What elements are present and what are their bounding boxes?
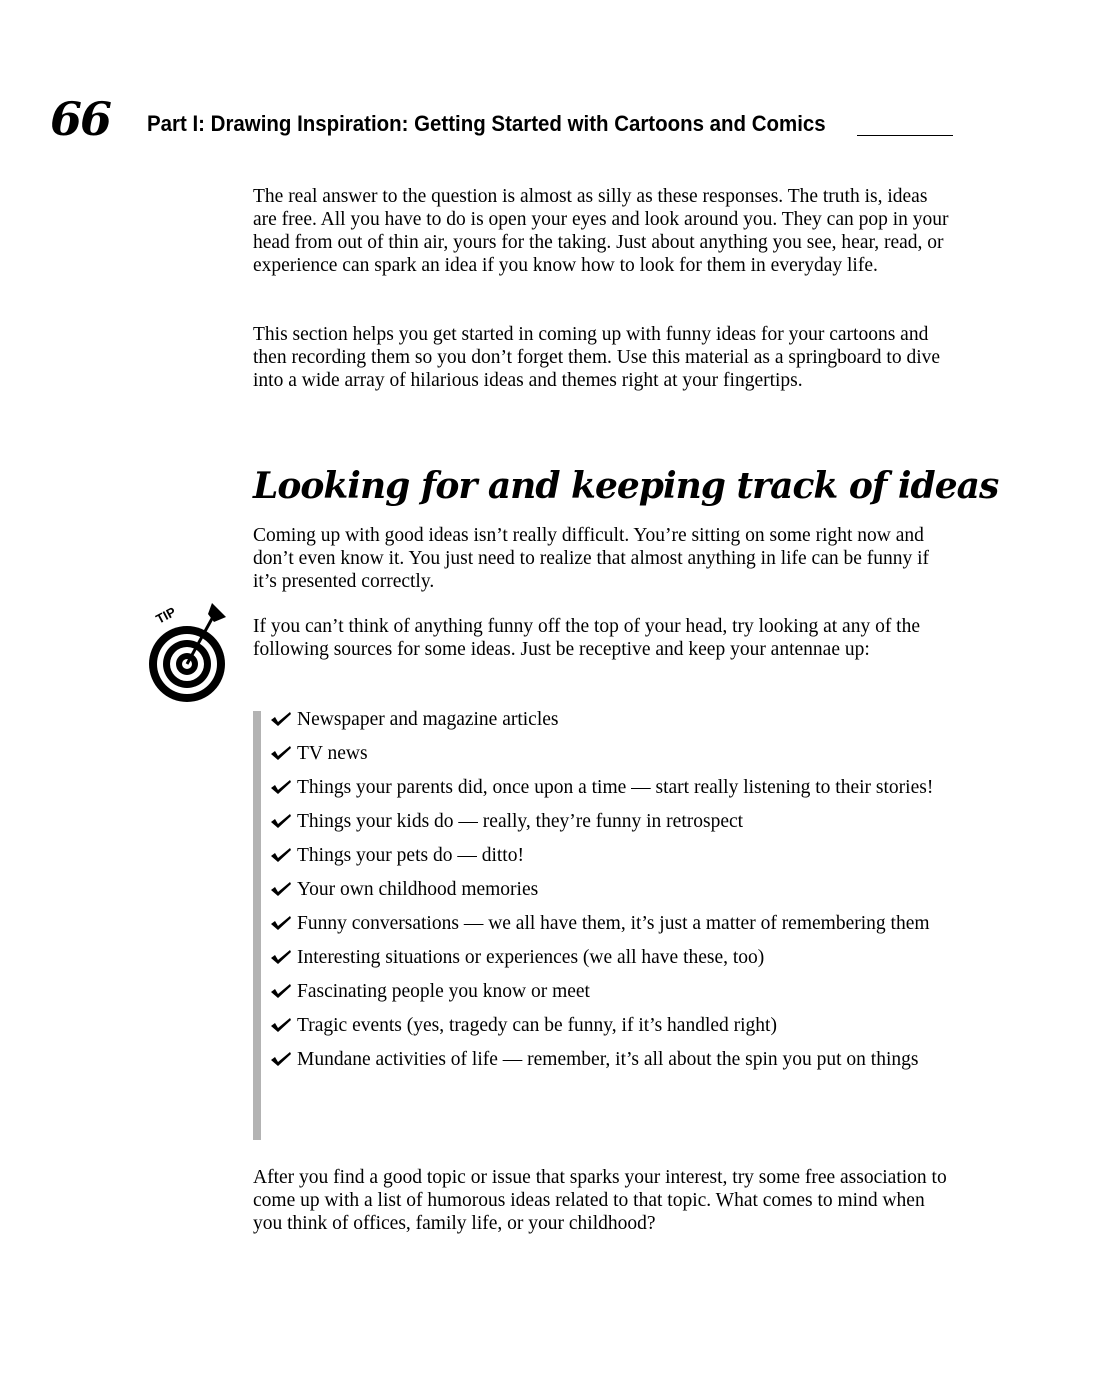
list-item xyxy=(270,1048,960,1071)
intro-paragraph-1: The real answer to the question is almost as silly as these responses. The truth is, ideas are free. All you have to do is open your eyes and look around you. They can pop in your head from out of thin air, yours for the taking. Just about anything you see, hear, read, or experience can spark an idea if you know how to look for them in everyday life. xyxy=(253,186,949,276)
list-item xyxy=(270,708,960,731)
check-mark-icon xyxy=(270,1017,292,1033)
list-item xyxy=(270,810,960,833)
list-item-text: Newspaper and magazine articles xyxy=(297,709,559,730)
check-mark-icon xyxy=(270,813,292,829)
check-mark-icon xyxy=(270,983,292,999)
bullet-list-bar xyxy=(253,711,261,1140)
check-mark-icon xyxy=(270,745,292,761)
list-item xyxy=(270,912,960,935)
check-mark-icon xyxy=(270,1051,292,1067)
intro-paragraph-2: This section helps you get started in coming up with funny ideas for your cartoons and then recording them so you don’t forget them. Use this material as a springboard to dive into a wide array of hilarious ideas and themes right at your fingertips. xyxy=(253,324,941,391)
list-item xyxy=(270,980,960,1003)
check-mark-icon xyxy=(270,711,292,727)
tip-label: TIP xyxy=(153,603,179,627)
running-head-rule xyxy=(857,135,953,136)
list-item-text: Mundane activities of life — remember, it’s all about the spin you put on things xyxy=(297,1049,919,1070)
check-mark-icon xyxy=(270,881,292,897)
list-item-text: Tragic events (yes, tragedy can be funny, if it’s handled right) xyxy=(297,1015,777,1036)
check-mark-icon xyxy=(270,915,292,931)
check-mark-icon xyxy=(270,779,292,795)
closing-paragraph: After you find a good topic or issue that sparks your interest, try some free association to come up with a list of humorous ideas related to that topic. What comes to mind when you think of offices, family life, or your childhood? xyxy=(253,1167,947,1234)
list-item xyxy=(270,946,960,969)
list-item xyxy=(270,1014,960,1037)
running-head: Part I: Drawing Inspiration: Getting Started with Cartoons and Comics xyxy=(147,111,826,136)
list-item-text: Things your pets do — ditto! xyxy=(297,845,524,866)
tip-paragraph: If you can’t think of anything funny off the top of your head, try looking at any of the following sources for some ideas. Just be receptive and keep your antennae up: xyxy=(253,616,921,660)
list-item-text: Funny conversations — we all have them, it’s just a matter of remembering them xyxy=(297,913,930,934)
bullet-list xyxy=(270,708,960,1082)
list-item xyxy=(270,878,960,901)
list-item-text: Your own childhood memories xyxy=(297,879,539,900)
check-mark-icon xyxy=(270,949,292,965)
list-item-text: Interesting situations or experiences (we all have these, too) xyxy=(297,947,765,968)
list-item-text: Things your parents did, once upon a time — start really listening to their stories! xyxy=(297,777,934,798)
list-item-text: Fascinating people you know or meet xyxy=(297,981,590,1002)
section-paragraph: Coming up with good ideas isn’t really difficult. You’re sitting on some right now and don’t even know it. You just need to realize that almost anything in life can be funny if it’s presented correctly. xyxy=(253,525,930,592)
check-mark-icon xyxy=(270,847,292,863)
list-item xyxy=(270,844,960,867)
section-title: Looking for and keeping track of ideas xyxy=(253,465,999,507)
list-item xyxy=(270,776,960,799)
list-item xyxy=(270,742,960,765)
list-item-text: TV news xyxy=(297,743,368,764)
page-number: 66 xyxy=(50,92,111,146)
tip-target-icon xyxy=(142,600,232,708)
list-item-text: Things your kids do — really, they’re funny in retrospect xyxy=(297,811,744,832)
